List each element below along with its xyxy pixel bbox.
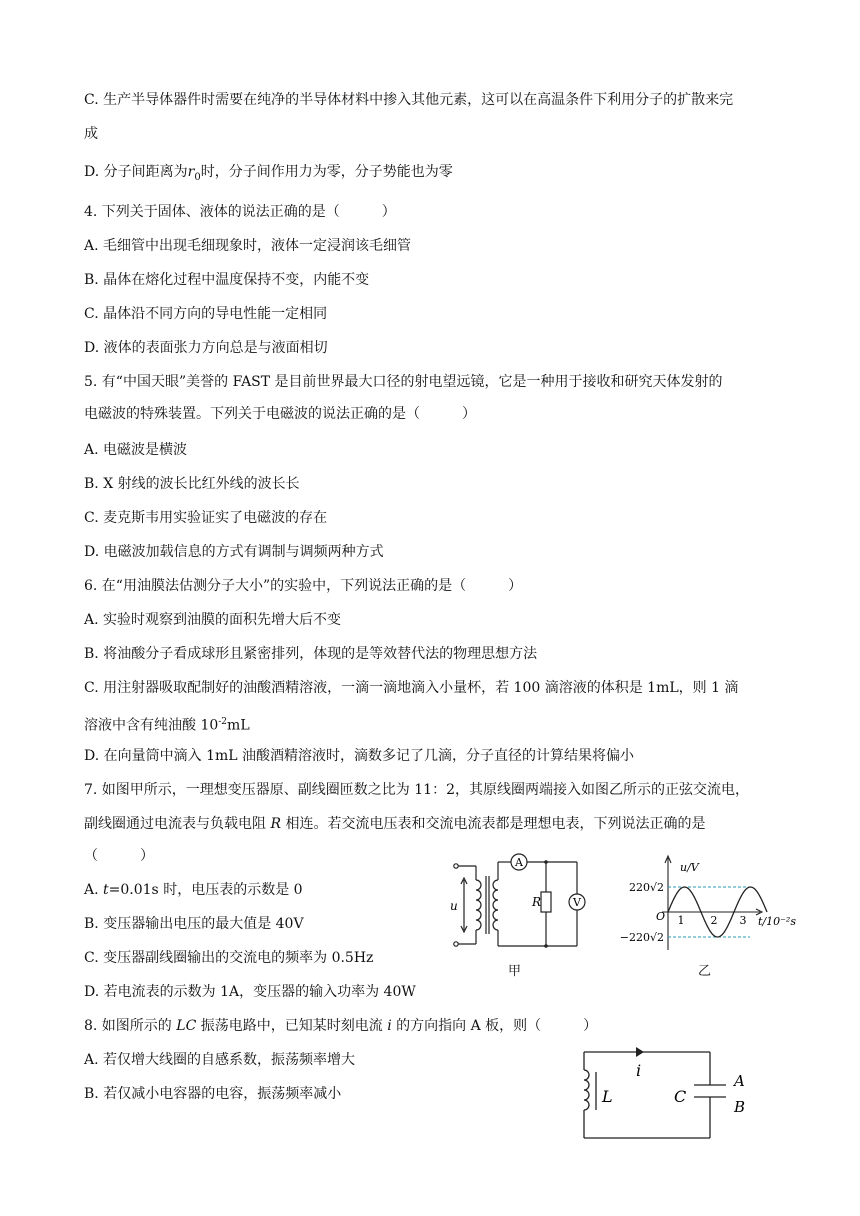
ammeter-label: A [515, 856, 523, 869]
option-6a: A. 实验时观察到油膜的面积先增大后不变 [84, 612, 342, 628]
option-4d: D. 液体的表面张力方向总是与液面相切 [84, 340, 328, 356]
superscript: -2 [218, 717, 228, 727]
text: 溶液中含有纯油酸 10 [84, 717, 219, 734]
lc-circuit-figure [570, 1040, 770, 1150]
text: mL [227, 717, 250, 734]
option-4c: C. 晶体沿不同方向的导电性能一定相同 [84, 306, 328, 322]
option-7b: B. 变压器输出电压的最大值是 40V [84, 916, 304, 932]
text: 时，分子间作用力为零，分子势能也为零 [200, 164, 453, 180]
t-symbol: t [103, 882, 109, 898]
voltmeter-label: V [573, 896, 581, 909]
text: D. 分子间距离为 [84, 164, 188, 180]
text: 8. 如图所示的 [84, 1018, 177, 1034]
y-max-label: 220√2 [628, 881, 664, 894]
x-axis-label: t/10⁻²s [758, 915, 796, 928]
option-6c: C. 用注射器吸取配制好的油酸酒精溶液，一滴一滴地滴入小量杯，若 100 滴溶液的体积是 1mL，则 1 滴 [84, 680, 739, 696]
option-3c-cont: 成 [84, 126, 98, 142]
y-min-label: −220√2 [619, 931, 664, 944]
option-4b: B. 晶体在熔化过程中温度保持不变，内能不变 [84, 272, 370, 288]
option-4a: A. 毛细管中出现毛细现象时，液体一定浸润该毛细管 [84, 238, 412, 254]
option-5d: D. 电磁波加载信息的方式有调制与调频两种方式 [84, 544, 384, 560]
option-5a: A. 电磁波是横波 [84, 442, 188, 458]
r-symbol: R [270, 816, 281, 832]
lc-symbol: LC [176, 1018, 197, 1034]
figure-yi-caption: 乙 [698, 964, 712, 979]
question-7: 7. 如图甲所示，一理想变压器原、副线圈匝数之比为 11：2，其原线圈两端接入如图乙所示的正弦交流电， [84, 782, 749, 798]
x-tick-1: 1 [677, 914, 685, 927]
inductor-label: L [602, 1087, 613, 1106]
voltage-sine-graph [610, 850, 806, 960]
option-7a [84, 880, 303, 900]
option-6c-cont [84, 712, 250, 736]
origin-label: O [656, 910, 666, 923]
question-4: 4. 下列关于固体、液体的说法正确的是（ ） [84, 204, 396, 220]
x-tick-2: 2 [710, 914, 718, 927]
subscript: 0 [194, 171, 201, 183]
r-symbol: r [187, 164, 195, 180]
option-8b: B. 若仅减小电容器的电容，振荡频率减小 [84, 1086, 342, 1102]
current-label: i [636, 1061, 642, 1080]
capacitor-label: C [674, 1087, 687, 1106]
option-5b: B. X 射线的波长比红外线的波长长 [84, 476, 300, 492]
option-7c: C. 变压器副线圈输出的交流电的频率为 0.5Hz [84, 950, 374, 966]
text: 的方向指向 A 板，则（ ） [391, 1018, 598, 1034]
figure-jia-caption: 甲 [508, 964, 522, 979]
question-7-bracket: （ ） [84, 848, 154, 864]
plate-a-label: A [734, 1072, 745, 1090]
question-8 [84, 1016, 597, 1036]
text: =0.01s 时，电压表的示数是 0 [108, 882, 303, 898]
option-8a: A. 若仅增大线圈的自感系数，振荡频率增大 [84, 1052, 356, 1068]
resistor-label: R [532, 895, 542, 909]
plate-b-label: B [734, 1098, 746, 1116]
i-symbol: i [387, 1018, 392, 1034]
text: 相连。若交流电压表和交流电流表都是理想电表，下列说法正确的是 [281, 816, 706, 832]
text: A. [84, 882, 104, 898]
x-tick-3: 3 [739, 914, 747, 927]
y-axis-label: u/V [680, 861, 699, 874]
option-7d: D. 若电流表的示数为 1A，变压器的输入功率为 40W [84, 984, 416, 1000]
option-6d: D. 在向量筒中滴入 1mL 油酸酒精溶液时，滴数多记了几滴，分子直径的计算结果将偏小 [84, 748, 635, 764]
option-3d [84, 162, 453, 188]
u-label: u [450, 899, 458, 913]
option-6b: B. 将油酸分子看成球形且紧密排列，体现的是等效替代法的物理思想方法 [84, 646, 538, 662]
text: 副线圈通过电流表与负载电阻 [84, 816, 271, 832]
question-5-cont: 电磁波的特殊装置。下列关于电磁波的说法正确的是（ ） [84, 406, 476, 422]
option-5c: C. 麦克斯韦用实验证实了电磁波的存在 [84, 510, 328, 526]
transformer-circuit-figure [440, 850, 610, 960]
question-6: 6. 在“用油膜法估测分子大小”的实验中，下列说法正确的是（ ） [84, 578, 523, 594]
question-5: 5. 有“中国天眼”美誉的 FAST 是目前世界最大口径的射电望远镜，它是一种用于接收和研究天体发射的 [84, 374, 723, 390]
question-7-cont [84, 814, 705, 834]
option-3c: C. 生产半导体器件时需要在纯净的半导体材料中掺入其他元素，这可以在高温条件下利用分子的扩散来完 [84, 92, 734, 108]
text: 振荡电路中，已知某时刻电流 [196, 1018, 388, 1034]
